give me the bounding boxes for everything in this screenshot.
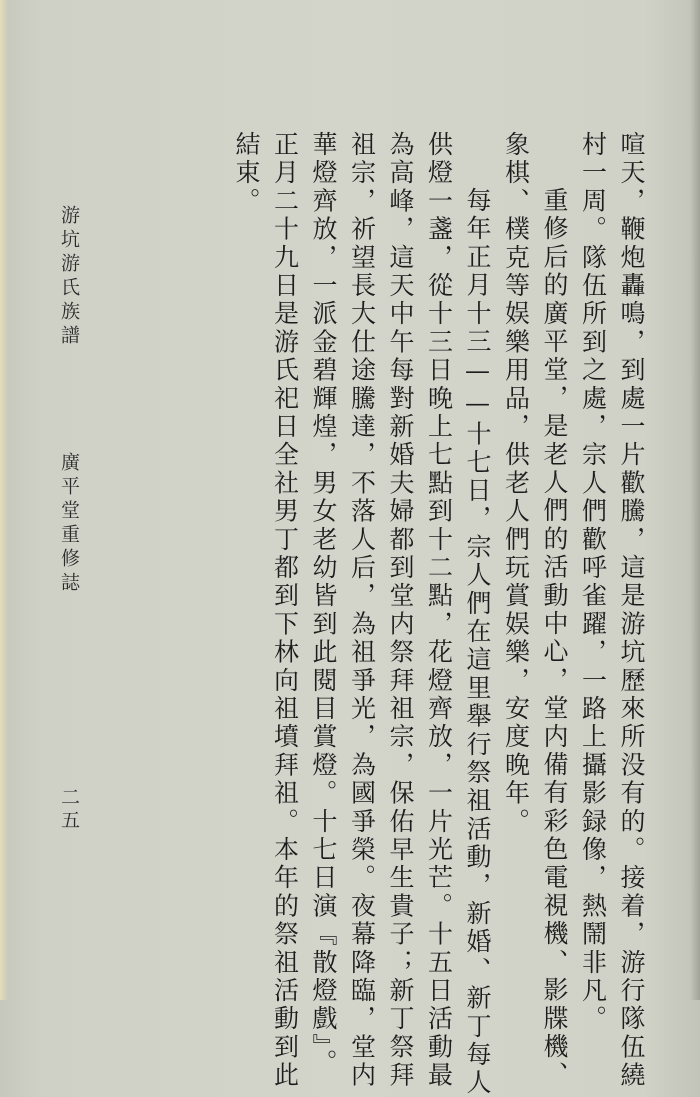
page-binding-edge (0, 0, 8, 1000)
body-text (227, 131, 651, 1097)
text-column-3: 重修后的廣平堂，是老人們的活動中心，堂内備有彩色電視機、影牒機、 (540, 187, 569, 1090)
text-column-7: 為高峰，這天中午每對新婚夫婦都到堂内祭拜祖宗，保佑早生貴子；新丁祭拜 (386, 131, 415, 1090)
page-number: 二五 (58, 787, 80, 833)
text-column-10: 正月二十九日是游氏祀日全社男丁都到下林向祖墳拜祖。本年的祭祖活動到此 (270, 131, 300, 1090)
text-column-5: 每年正月十三——十七日，宗人們在這里舉行祭祖活動，新婚、新丁每人 (463, 187, 492, 1097)
chapter-title: 廣平堂重修誌 (58, 452, 80, 596)
text-column-1: 喧天，鞭炮轟鳴，到處一片歡騰，這是游坑歷來所没有的。接着，游行隊伍繞 (617, 131, 646, 1090)
text-column-4: 象棋、樸克等娱樂用品，供老人們玩賞娱樂，安度晚年。 (501, 131, 531, 836)
page-outer-edge (690, 0, 700, 1000)
text-column-11: 結束。 (232, 131, 261, 216)
book-title: 游坑游氏族譜 (58, 205, 80, 349)
text-column-2: 村一周。隊伍所到之處，宗人們歡呼雀躍，一路上攝影録像，熱鬧非凡。 (578, 131, 608, 1034)
text-column-6: 供燈一盞，從十三日晚上七點到十二點，花燈齊放，一片光芒。十五日活動最 (424, 131, 454, 1090)
text-column-8: 祖宗，祈望長大仕途騰達，不落人后，為祖爭光，為國爭榮。夜幕降臨，堂内 (347, 131, 377, 1090)
text-column-9: 華燈齊放，一派金碧輝煌，男女老幼皆到此閱目賞燈。十七日演『散燈戲』。 (309, 131, 338, 1078)
